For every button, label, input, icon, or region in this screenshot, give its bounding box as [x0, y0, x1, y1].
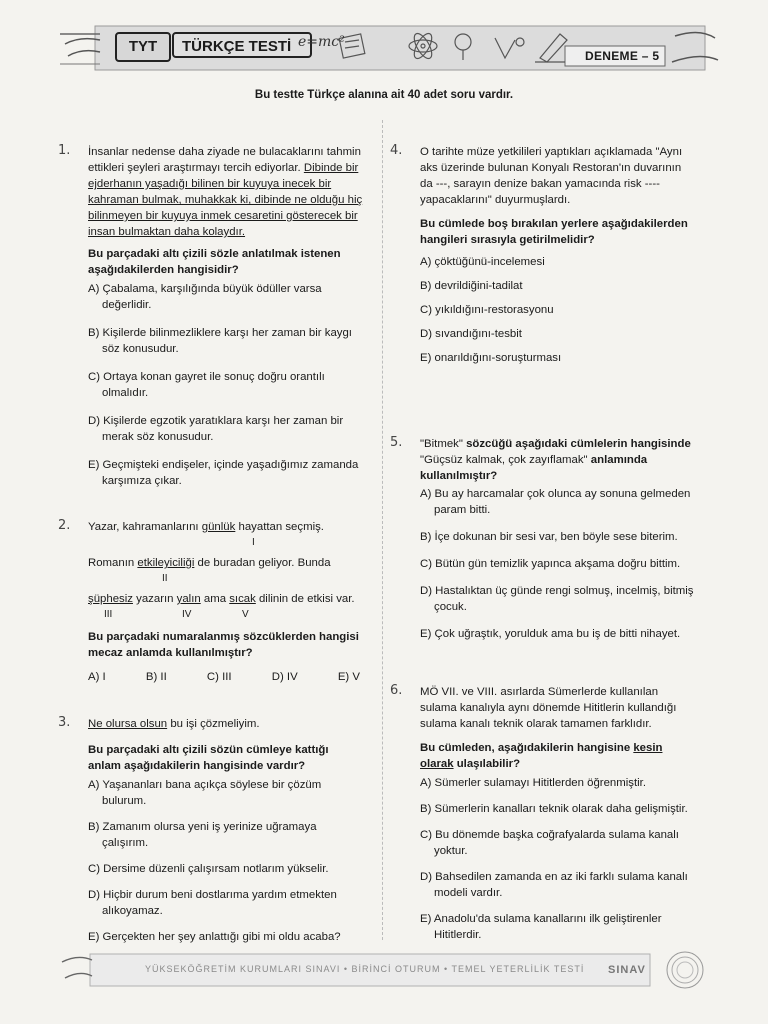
option-c[interactable]: C) yıkıldığını-restorasyonu: [420, 304, 554, 316]
question-prompt: Bu parçadaki altı çizili sözle anlatılmak istenen aşağıdakilerden hangisidir?: [88, 248, 341, 276]
formula-doodle: e=mc²: [298, 34, 345, 50]
question-prompt: Bu parçadaki numaralanmış sözcüklerden hangisi mecaz anlamda kullanılmıştır?: [88, 631, 359, 659]
numbered-word-3: şüphesiz: [88, 593, 133, 605]
option-a[interactable]: A) Bu ay harcamalar çok olunca ay sonuna gelmeden param bitti.: [420, 488, 691, 516]
option-a[interactable]: A) Sümerler sulamayı Hititlerden öğrenmiştir.: [420, 777, 646, 789]
marker-2: II: [162, 573, 168, 584]
option-e[interactable]: E) V: [337, 671, 360, 683]
option-e[interactable]: E) Gerçekten her şey anlattığı gibi mi oldu acaba?: [88, 931, 341, 943]
underlined-text: kesin olarak: [420, 742, 663, 770]
option-c[interactable]: C) Bu dönemde başka coğrafyalarda sulama kanalı yoktur.: [420, 829, 679, 857]
question-number: 2.: [58, 518, 71, 533]
marker-4: IV: [182, 609, 192, 620]
option-b[interactable]: B) Zamanım olursa yeni iş yerinize uğramaya çalışırım.: [88, 821, 317, 849]
text: yazarın: [132, 593, 177, 605]
column-divider: [382, 120, 383, 940]
test-intro: Bu testte Türkçe alanına ait 40 adet soru vardır.: [254, 89, 514, 101]
option-b[interactable]: B) İçe dokunan bir sesi var, ben böyle sese biterim.: [420, 531, 678, 543]
question-2: [58, 518, 364, 685]
stem-text: anlamında kullanılmıştır?: [420, 454, 648, 482]
option-b[interactable]: B) II: [145, 671, 167, 683]
underlined-text: Dibinde bir ejderhanın yaşadığı bilinen bir kuyuya inecek bir kahraman bulmak, muhakkak ki, dibinde ne olduğu hiç bilinmeyen bir kuyuya inmek cesaretini gösterecek bir insan bulmaktan daha kolaydır.: [88, 162, 363, 238]
option-d[interactable]: D) Kişilerde egzotik yaratıklara karşı her zaman bir merak söz konusudur.: [88, 415, 344, 443]
text: ama: [200, 593, 230, 605]
numbered-word-4: yalın: [176, 593, 201, 605]
option-b[interactable]: B) Sümerlerin kanalları teknik olarak daha gelişmiştir.: [420, 803, 688, 815]
question-number: 4.: [390, 143, 403, 158]
option-b[interactable]: B) devrildiğini-tadilat: [420, 280, 523, 292]
quoted-meaning: "Güçsüz kalmak, çok zayıflamak": [420, 454, 588, 466]
marker-1: I: [252, 537, 255, 548]
q2-marker-row-3: [88, 607, 364, 623]
q2-line-3: [88, 591, 364, 607]
question-stem: MÖ VII. ve VIII. asırlarda Sümerlerde kullanılan sulama kanalıyla aynı dönemde Hititlerin kullandığı sulama kanalı teknik olarak tamamen farklıdır.: [420, 686, 677, 730]
footer-logo: SINAV: [608, 964, 646, 976]
option-e[interactable]: E) onarıldığını-soruşturması: [420, 352, 562, 364]
option-a[interactable]: A) Çabalama, karşılığında büyük ödüller varsa değerlidir.: [88, 283, 322, 311]
option-b[interactable]: B) Kişilerde bilinmezliklere karşı her zaman bir kaygı söz konusudur.: [88, 327, 352, 355]
options-row: [88, 669, 360, 685]
q2-marker-row-1: [88, 535, 364, 551]
text: hayattan seçmiş.: [235, 521, 324, 533]
numbered-word-2: etkileyiciliği: [137, 557, 195, 569]
question-1: [58, 143, 364, 489]
option-d[interactable]: D) IV: [271, 671, 298, 683]
text: dilinin de etkisi var.: [255, 593, 355, 605]
underlined-text: Ne olursa olsun: [88, 718, 168, 730]
footer-text: YÜKSEKÖĞRETİM KURUMLARI SINAVI • BİRİNCİ OTURUM • TEMEL YETERLİLİK TESTİ: [145, 964, 585, 974]
question-3: [58, 715, 364, 945]
q2-line-1: [88, 519, 364, 535]
question-stem: [88, 144, 364, 240]
question-prompt: [420, 740, 696, 772]
question-number: 1.: [58, 143, 71, 158]
option-d[interactable]: D) sıvandığını-tesbit: [420, 328, 522, 340]
q2-line-2: [88, 555, 364, 571]
option-d[interactable]: D) Bahsedilen zamanda en az iki farklı sulama kanalı modeli vardır.: [420, 871, 688, 899]
text: de buradan geliyor. Bunda: [194, 557, 331, 569]
option-a[interactable]: A) Yaşananları bana açıkça söylese bir çözüm bulurum.: [88, 779, 322, 807]
option-c[interactable]: C) Ortaya konan gayret ile sonuç doğru orantılı olmalıdır.: [88, 371, 325, 399]
option-e[interactable]: E) Anadolu'da sulama kanallarını ilk geliştirenler Hititlerdir.: [420, 913, 662, 941]
stem-text: İnsanlar nedense daha ziyade ne bulacaklarını tahmin ettikleri şeyleri araştırmayı tercih ediyorlar.: [88, 146, 361, 174]
option-c[interactable]: C) III: [206, 671, 232, 683]
option-d[interactable]: D) Hastalıktan üç günde rengi solmuş, incelmiş, bitmiş çocuk.: [420, 585, 694, 613]
question-stem: O tarihte müze yetkilileri yaptıkları açıklamada "Aynı aks üzerinde bulunan Konyalı Restoran'ın duvarının da ---, sarayın denize bakan yamacında risk ---- yapacaklarını" duyurmuşlardı.: [420, 146, 683, 206]
option-c[interactable]: C) Dersime düzenli çalışırsam notlarım yükselir.: [88, 863, 329, 875]
text: Yazar, kahramanlarını: [88, 521, 202, 533]
q2-marker-row-2: [88, 571, 364, 587]
marker-5: V: [242, 609, 249, 620]
option-a[interactable]: A) I: [88, 671, 106, 683]
numbered-word-1: günlük: [201, 521, 236, 533]
option-c[interactable]: C) Bütün gün temizlik yapınca akşama doğru bittim.: [420, 558, 681, 570]
question-5: [390, 435, 696, 642]
quoted-word: "Bitmek": [420, 438, 463, 450]
question-stem: [420, 436, 696, 484]
text: Romanın: [88, 557, 138, 569]
option-e[interactable]: E) Çok uğraştık, yorulduk ama bu iş de bitti nihayet.: [420, 628, 681, 640]
question-stem: [88, 716, 364, 732]
question-prompt: Bu cümlede boş bırakılan yerlere aşağıdakilerden hangileri sırasıyla getirilmelidir?: [420, 218, 688, 246]
marker-3: III: [104, 609, 113, 620]
option-e[interactable]: E) Geçmişteki endişeler, içinde yaşadığımız zamanda karşımıza çıkar.: [88, 459, 359, 487]
prompt-text: Bu cümleden, aşağıdakilerin hangisine: [420, 742, 634, 754]
stem-text: sözcüğü aşağıdaki cümlelerin hangisinde: [462, 438, 691, 450]
option-a[interactable]: A) çöktüğünü-incelemesi: [420, 256, 545, 268]
question-4: [390, 143, 696, 366]
question-number: 5.: [390, 435, 403, 450]
question-number: 3.: [58, 715, 71, 730]
test-title: TÜRKÇE TESTİ: [172, 32, 312, 58]
exam-badge: TYT: [115, 32, 171, 62]
option-d[interactable]: D) Hiçbir durum beni dostlarıma yardım etmekten alıkoyamaz.: [88, 889, 337, 917]
science-doodles-icon: [335, 28, 575, 66]
question-number: 6.: [390, 683, 403, 698]
question-6: [390, 683, 696, 943]
deneme-label: DENEME – 5: [585, 49, 660, 63]
prompt-text: ulaşılabilir?: [453, 758, 521, 770]
stem-text: bu işi çözmeliyim.: [167, 718, 260, 730]
question-prompt: Bu parçadaki altı çizili sözün cümleye kattığı anlam aşağıdakilerin hangisinde vardır?: [88, 744, 329, 772]
numbered-word-5: sıcak: [229, 593, 256, 605]
